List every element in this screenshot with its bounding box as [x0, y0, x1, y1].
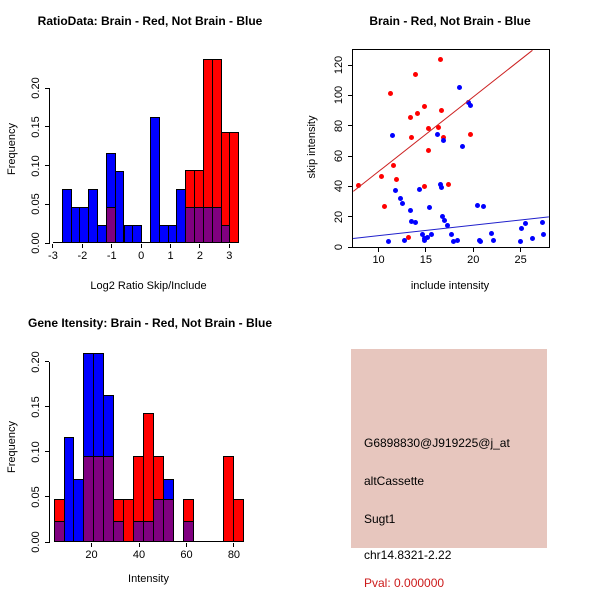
scatter-point	[408, 208, 413, 213]
scatter-point	[388, 91, 393, 96]
gene-name-text: Sugt1	[364, 512, 396, 526]
y-axis-tick	[45, 496, 49, 497]
x-tick-label: 10	[372, 254, 385, 266]
histogram-bar	[150, 117, 160, 243]
scatter-point	[457, 85, 462, 90]
scatter-point	[481, 204, 486, 209]
y-axis-line	[49, 88, 50, 244]
y-axis-tick	[348, 247, 352, 248]
y-tick-label: 0.20	[30, 351, 42, 373]
scatter-point	[422, 104, 427, 109]
scatter-point	[435, 132, 440, 137]
x-axis-tick	[52, 244, 53, 248]
x-tick-label: 15	[419, 254, 433, 266]
x-tick-label: -1	[106, 250, 117, 262]
scatter-point	[478, 239, 483, 244]
x-tick-label: 40	[132, 549, 146, 561]
y-tick-label: 0.10	[30, 154, 42, 177]
ratio-histogram-panel	[0, 0, 300, 300]
scatter-point	[400, 201, 405, 206]
scatter-point	[489, 231, 494, 236]
gene-intensity-ylabel: Frequency	[6, 421, 18, 473]
scatter-point	[426, 148, 431, 153]
gene-info-panel	[300, 300, 600, 600]
x-tick-label: 60	[180, 549, 193, 561]
y-axis-tick	[45, 126, 49, 127]
info-box	[351, 349, 547, 590]
gene-intensity-xlabel: Intensity	[128, 573, 169, 585]
ratio-histogram-title: RatioData: Brain - Red, Not Brain - Blue	[37, 14, 263, 28]
scatter-point	[429, 232, 434, 237]
x-tick-label: 2	[196, 250, 204, 262]
y-axis-tick	[45, 406, 49, 407]
y-axis-tick	[348, 156, 352, 157]
y-axis-tick	[45, 165, 49, 166]
x-axis-tick	[425, 248, 426, 252]
gene-intensity-plot-area	[30, 351, 247, 561]
histogram-bar	[229, 132, 239, 243]
x-axis-tick	[186, 543, 187, 547]
y-tick-label: 0	[333, 243, 345, 251]
scatter-point	[468, 103, 473, 108]
x-axis-tick	[82, 244, 83, 248]
ratio-histogram-plot-area	[30, 55, 247, 262]
scatter-point	[519, 226, 524, 231]
scatter-point	[441, 138, 446, 143]
x-tick-label: 20	[85, 549, 98, 561]
scatter-point	[491, 238, 496, 243]
histogram-bar	[233, 499, 244, 542]
scatter-point	[523, 221, 528, 226]
scatter-point	[408, 115, 413, 120]
histogram-overlap-bar	[183, 521, 194, 542]
y-tick-label: 0.15	[30, 396, 42, 418]
y-tick-label: 0.10	[30, 441, 42, 463]
y-tick-label: 0.05	[30, 193, 42, 216]
x-tick-label: 0	[138, 250, 145, 262]
scatter-point	[540, 220, 545, 225]
scatter-ylabel: skip intensity	[306, 115, 318, 179]
scatter-point	[379, 174, 384, 179]
scatter-plot-area	[333, 49, 550, 266]
scatter-point	[468, 132, 473, 137]
x-tick-label: 20	[467, 254, 480, 266]
scatter-point	[449, 232, 454, 237]
location-text: chr14.8321-2.22	[364, 548, 452, 562]
y-axis-tick	[45, 243, 49, 244]
y-tick-label: 80	[333, 119, 345, 132]
y-tick-label: 0.00	[30, 232, 42, 254]
y-tick-label: 120	[333, 55, 345, 75]
scatter-point	[455, 238, 460, 243]
y-tick-label: 20	[333, 210, 345, 223]
scatter-point	[402, 238, 407, 243]
y-tick-label: 0.15	[30, 116, 42, 138]
pval-text: Pval: 0.000000	[364, 576, 445, 590]
intensity-scatter-panel	[300, 0, 600, 300]
x-axis-tick	[141, 244, 142, 248]
scatter-point	[427, 205, 432, 210]
x-axis-tick	[233, 543, 234, 547]
scatter-point	[422, 184, 427, 189]
scatter-point	[390, 133, 395, 138]
scatter-point	[417, 187, 422, 192]
scatter-point	[446, 182, 451, 187]
y-tick-label: 100	[333, 86, 345, 105]
y-axis-tick	[45, 204, 49, 205]
scatter-xlabel: include intensity	[410, 280, 490, 292]
x-axis-tick	[170, 244, 171, 248]
y-tick-label: 0.20	[30, 77, 42, 99]
scatter-point	[398, 196, 403, 201]
x-axis-tick	[378, 248, 379, 252]
y-tick-label: 0.05	[30, 486, 42, 508]
y-axis-tick	[45, 361, 49, 362]
x-axis-tick	[199, 244, 200, 248]
scatter-point	[439, 108, 444, 113]
y-axis-tick	[348, 125, 352, 126]
scatter-point	[541, 232, 546, 237]
histogram-overlap-bar	[163, 499, 174, 542]
y-axis-tick	[348, 186, 352, 187]
scatter-point	[439, 185, 444, 190]
scatter-point	[393, 188, 398, 193]
scatter-point	[518, 239, 523, 244]
scatter-point	[413, 220, 418, 225]
y-axis-tick	[348, 95, 352, 96]
gene-intensity-histogram-panel	[0, 300, 300, 600]
y-axis-tick	[348, 216, 352, 217]
x-axis-tick	[91, 543, 92, 547]
x-tick-label: 1	[167, 250, 174, 262]
x-axis-tick	[139, 543, 140, 547]
x-tick-label: 3	[226, 250, 233, 262]
histogram-bar	[132, 225, 142, 243]
y-tick-label: 40	[333, 180, 345, 193]
ratio-histogram-ylabel: Frequency	[6, 123, 18, 175]
scatter-point	[409, 135, 414, 140]
scatter-point	[530, 236, 535, 241]
gene-intensity-title: Gene Itensity: Brain - Red, Not Brain - Blue	[27, 316, 273, 330]
x-axis-tick	[229, 244, 230, 248]
scatter-point	[413, 72, 418, 77]
scatter-point	[382, 204, 387, 209]
scatter-point	[438, 57, 443, 62]
probe-id-text: G6898830@J919225@j_at	[364, 436, 510, 450]
y-axis-tick	[45, 542, 49, 543]
y-axis-tick	[45, 451, 49, 452]
scatter-point	[415, 111, 420, 116]
scatter-point	[475, 203, 480, 208]
scatter-title: Brain - Red, Not Brain - Blue	[369, 14, 531, 28]
scatter-point	[406, 235, 411, 240]
scatter-point	[460, 144, 465, 149]
x-axis-tick	[473, 248, 474, 252]
y-tick-label: 60	[333, 149, 345, 163]
y-axis-line	[49, 362, 50, 543]
x-tick-label: 80	[227, 549, 241, 561]
x-tick-label: -3	[48, 250, 58, 262]
y-axis-tick	[348, 65, 352, 66]
scatter-point	[386, 239, 391, 244]
y-axis-tick	[45, 88, 49, 89]
scatter-point	[391, 163, 396, 168]
scatter-point	[394, 177, 399, 182]
ratio-histogram-xlabel: Log2 Ratio Skip/Include	[90, 280, 207, 292]
splice-type-text: altCassette	[364, 474, 425, 488]
fit-line	[353, 50, 533, 192]
x-axis-tick	[111, 244, 112, 248]
x-tick-label: 25	[514, 254, 527, 266]
x-axis-tick	[520, 248, 521, 252]
y-tick-label: 0.00	[30, 531, 42, 553]
x-tick-label: -2	[77, 250, 88, 262]
